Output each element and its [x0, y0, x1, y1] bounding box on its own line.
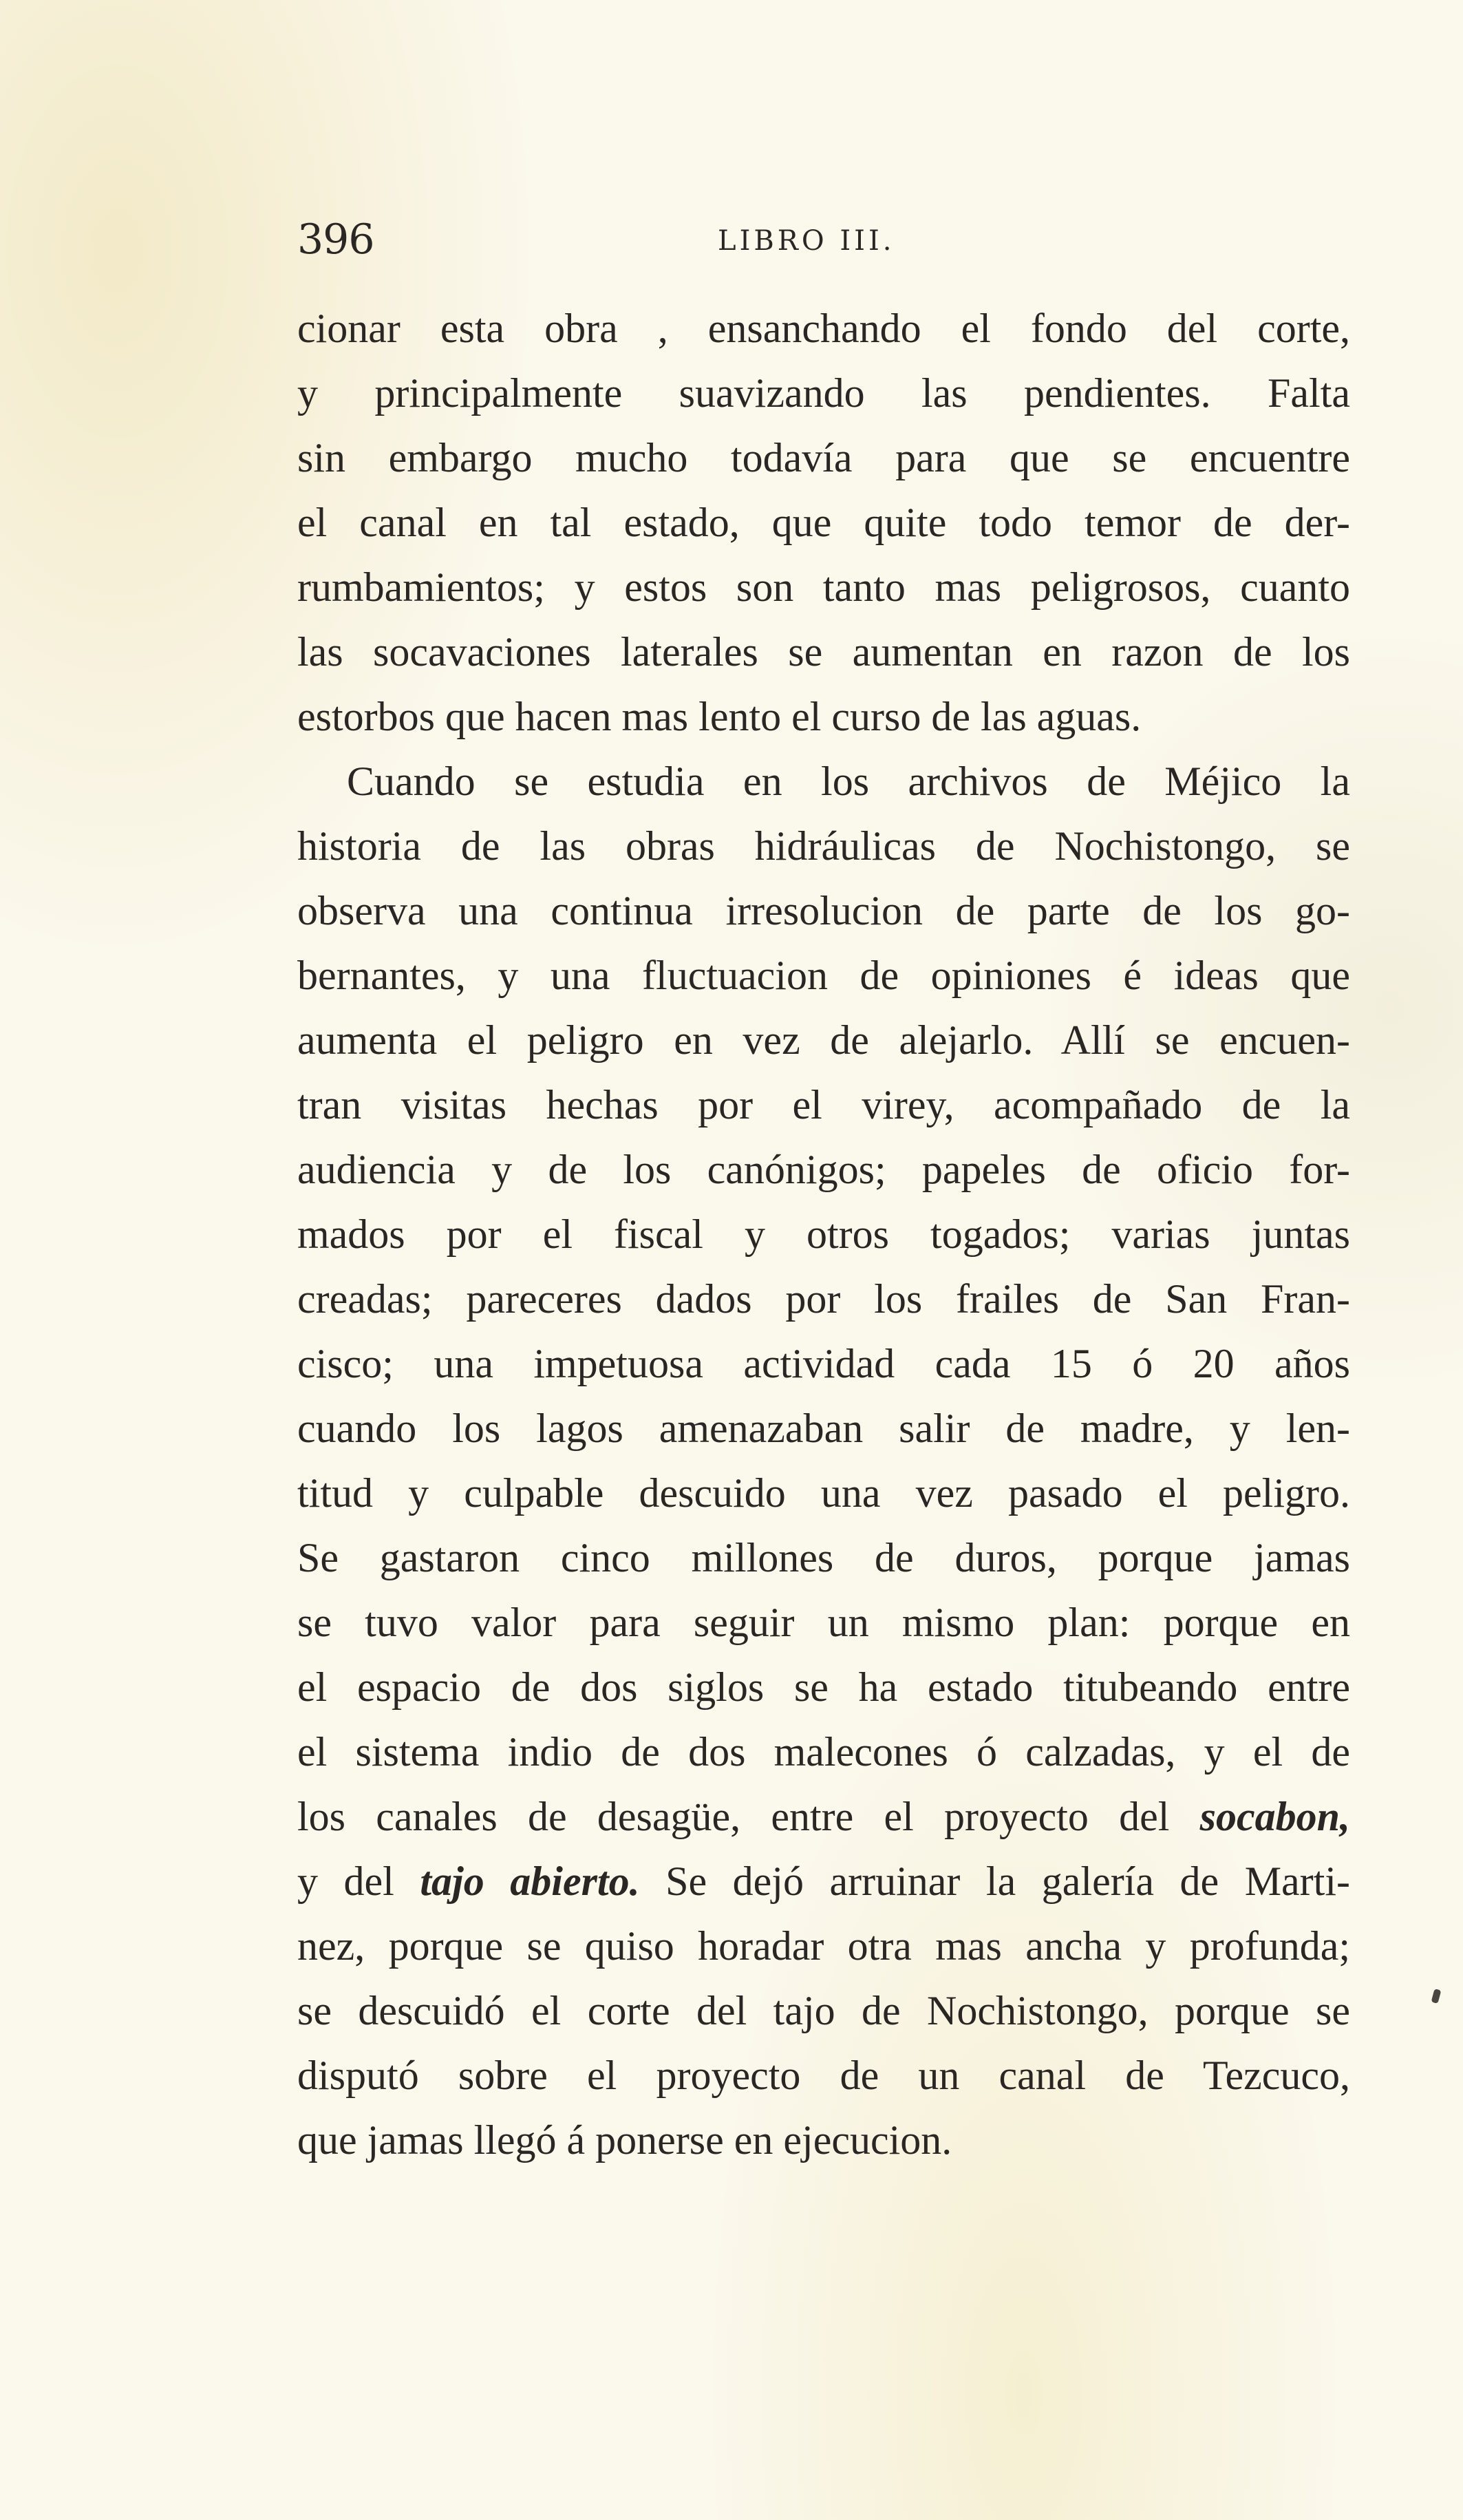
text-line — [297, 490, 1350, 555]
text-line — [297, 1137, 1350, 1202]
text-segment: bernantes, y una fluctuacion de opiniones é ideas que — [297, 953, 1350, 998]
text-segment: titud y culpable descuido una vez pasado el peligro. — [297, 1470, 1350, 1516]
text-line — [297, 814, 1350, 878]
text-segment: aumenta el peligro en vez de alejarlo. Allí se encuen- — [297, 1017, 1350, 1063]
text-segment: que jamas llegó á ponerse en ejecucion. — [297, 2117, 952, 2163]
text-line — [297, 1590, 1350, 1655]
text-segment: las socavaciones laterales se aumentan en razon de los — [297, 629, 1350, 675]
text-line — [297, 878, 1350, 943]
text-segment: se descuidó el corte del tajo de Nochistongo, porque se — [297, 1988, 1350, 2033]
page-header — [297, 212, 1350, 267]
text-segment: el espacio de dos siglos se ha estado titubeando entre — [297, 1664, 1350, 1710]
text-line — [297, 943, 1350, 1008]
text-segment: creadas; pareceres dados por los frailes de San Fran- — [297, 1276, 1350, 1322]
text-segment: Se dejó arruinar la galería de Marti- — [639, 1859, 1350, 1904]
text-line — [297, 1655, 1350, 1719]
text-line — [297, 1914, 1350, 1978]
text-line — [297, 361, 1350, 425]
italic-term: tajo abierto. — [420, 1859, 640, 1904]
text-segment: se tuvo valor para seguir un mismo plan: porque en — [297, 1600, 1350, 1645]
text-line — [297, 1525, 1350, 1590]
text-segment: cuando los lagos amenazaban salir de madre, y len- — [297, 1406, 1350, 1451]
page-number: 396 — [297, 215, 374, 264]
text-segment: tran visitas hechas por el virey, acompañado de la — [297, 1082, 1350, 1127]
text-segment: cionar esta obra , ensanchando el fondo del corte, — [297, 306, 1350, 351]
text-line — [297, 2043, 1350, 2108]
text-segment: el canal en tal estado, que quite todo temor de der- — [297, 500, 1350, 545]
text-segment: observa una continua irresolucion de parte de los go- — [297, 888, 1350, 933]
text-line — [297, 1396, 1350, 1461]
text-segment: cisco; una impetuosa actividad cada 15 ó 20 años — [297, 1341, 1350, 1386]
text-segment: audiencia y de los canónigos; papeles de oficio for- — [297, 1147, 1350, 1192]
text-segment: nez, porque se quiso horadar otra mas ancha y profunda; — [297, 1923, 1350, 1969]
text-segment: rumbamientos; y estos son tanto mas peligrosos, cuanto — [297, 564, 1350, 610]
text-line — [297, 425, 1350, 490]
body-text — [297, 296, 1350, 2172]
text-line — [297, 1202, 1350, 1267]
text-line — [297, 620, 1350, 684]
text-segment: y del — [297, 1859, 420, 1904]
text-line — [297, 684, 1350, 749]
text-segment: disputó sobre el proyecto de un canal de Tezcuco, — [297, 2053, 1350, 2098]
text-segment: y principalmente suavizando las pendientes. Falta — [297, 370, 1350, 416]
text-segment: Cuando se estudia en los archivos de Méjico la — [347, 759, 1350, 804]
text-line — [297, 1978, 1350, 2043]
italic-term: socabon, — [1199, 1794, 1350, 1839]
text-segment: sin embargo mucho todavía para que se encuentre — [297, 435, 1350, 480]
text-segment: el sistema indio de dos malecones ó calzadas, y el de — [297, 1729, 1350, 1775]
text-segment: mados por el fiscal y otros togados; varias juntas — [297, 1211, 1350, 1257]
text-line — [297, 1849, 1350, 1914]
text-line — [297, 1072, 1350, 1137]
text-segment: estorbos que hacen mas lento el curso de las aguas. — [297, 694, 1142, 739]
text-segment: Se gastaron cinco millones de duros, porque jamas — [297, 1535, 1350, 1580]
text-line — [297, 296, 1350, 361]
text-segment: historia de las obras hidráulicas de Nochistongo, se — [297, 823, 1350, 869]
text-line — [297, 1331, 1350, 1396]
text-line — [297, 555, 1350, 620]
text-line — [297, 1267, 1350, 1331]
ink-speck — [1431, 1989, 1442, 2004]
text-line — [297, 1784, 1350, 1849]
text-line — [297, 1719, 1350, 1784]
text-line — [297, 2108, 1350, 2172]
running-head: LIBRO III. — [718, 225, 895, 257]
text-line — [297, 749, 1350, 814]
text-line — [297, 1461, 1350, 1525]
text-line — [297, 1008, 1350, 1072]
text-segment: los canales de desagüe, entre el proyecto del — [297, 1794, 1200, 1839]
